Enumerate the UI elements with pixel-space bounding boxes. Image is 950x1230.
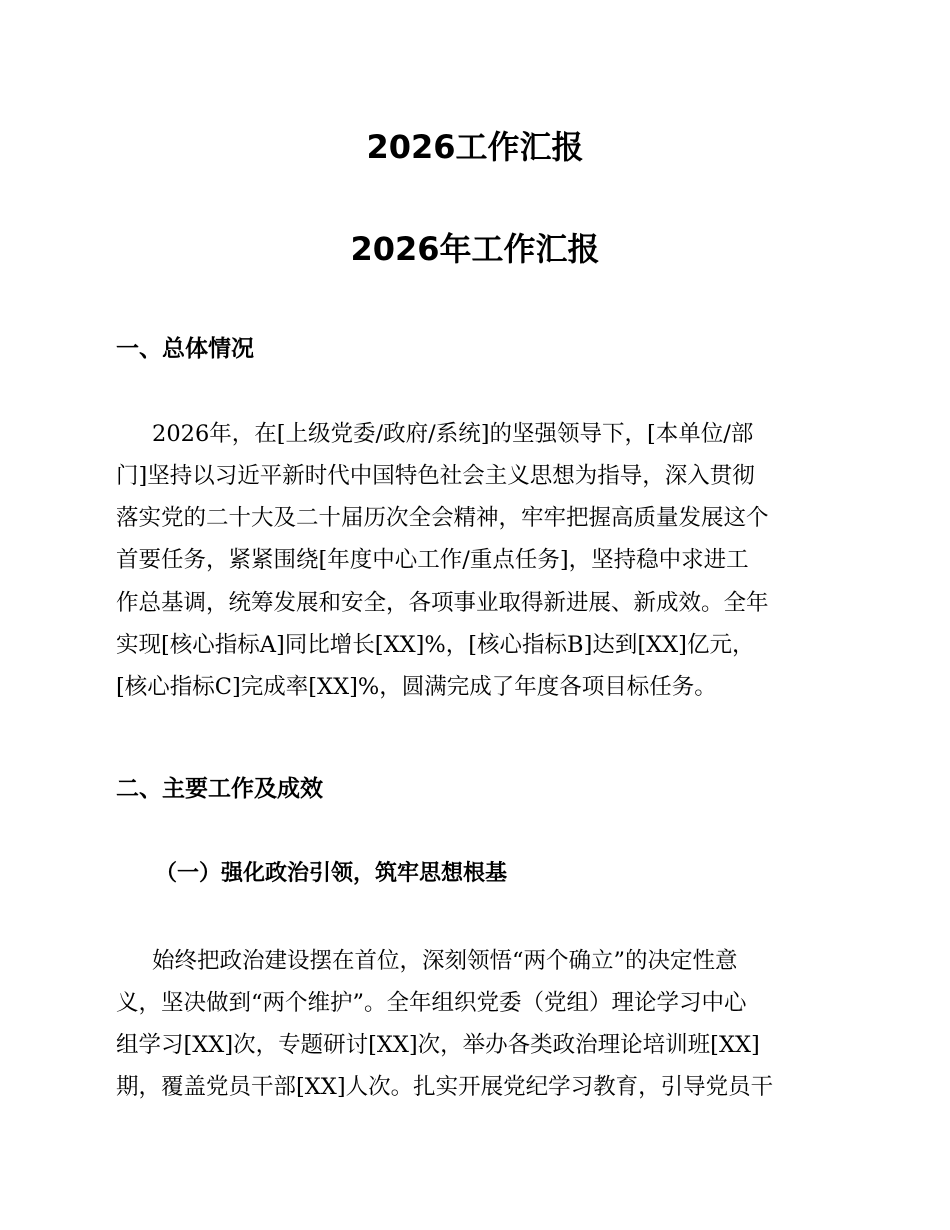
subsection-heading-political: （一）强化政治引领，筑牢思想根基 bbox=[155, 860, 508, 886]
paragraph-line: 作总基调，统筹发展和安全，各项事业取得新进展、新成效。全年 bbox=[116, 590, 769, 616]
paragraph-line: 落实党的二十大及二十届历次全会精神，牢牢把握高质量发展这个 bbox=[116, 505, 769, 531]
paragraph-line: 实现[核心指标A]同比增长[XX]%，[核心指标B]达到[XX]亿元， bbox=[116, 632, 755, 658]
section-heading-main-work: 二、主要工作及成效 bbox=[116, 776, 323, 802]
paragraph-line: 始终把政治建设摆在首位，深刻领悟“两个确立”的决定性意 bbox=[152, 948, 738, 974]
section-heading-overview: 一、总体情况 bbox=[116, 336, 254, 362]
document-subtitle: 2026年工作汇报 bbox=[350, 230, 600, 268]
paragraph-line: 门]坚持以习近平新时代中国特色社会主义思想为指导，深入贯彻 bbox=[116, 463, 755, 489]
document-title: 2026工作汇报 bbox=[366, 128, 584, 166]
paragraph-line: 组学习[XX]次，专题研讨[XX]次，举办各类政治理论培训班[XX] bbox=[116, 1032, 760, 1058]
paragraph-line: 期，覆盖党员干部[XX]人次。扎实开展党纪学习教育，引导党员干 bbox=[116, 1074, 774, 1100]
paragraph-line: 义，坚决做到“两个维护”。全年组织党委（党组）理论学习中心 bbox=[116, 990, 747, 1016]
paragraph-line: 2026年，在[上级党委/政府/系统]的坚强领导下，[本单位/部 bbox=[152, 421, 754, 447]
paragraph-line: 首要任务，紧紧围绕[年度中心工作/重点任务]，坚持稳中求进工 bbox=[116, 547, 749, 573]
paragraph-line: [核心指标C]完成率[XX]%，圆满完成了年度各项目标任务。 bbox=[116, 674, 717, 700]
